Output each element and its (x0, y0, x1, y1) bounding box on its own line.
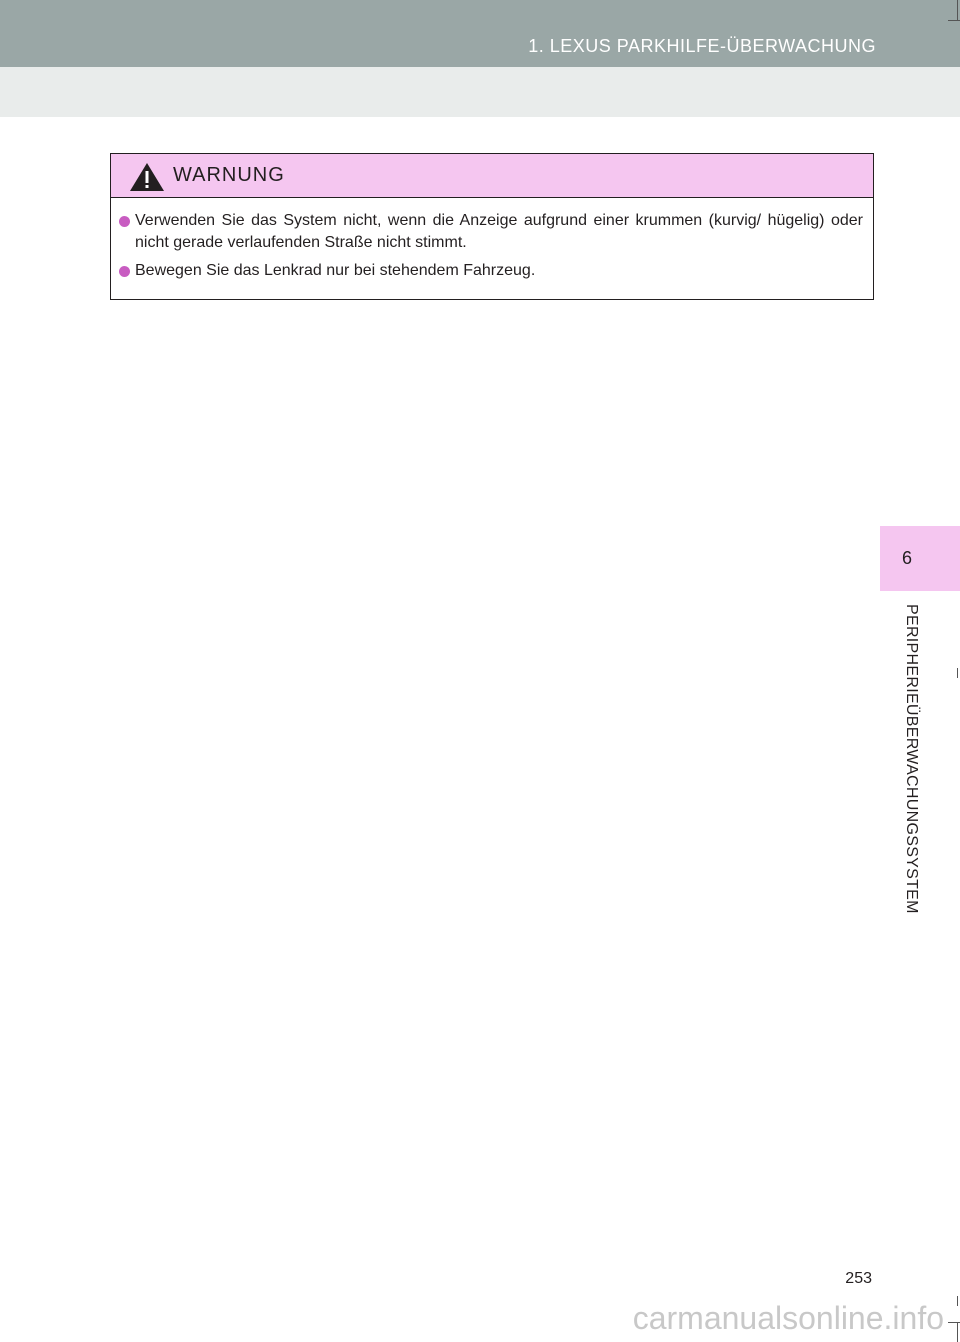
bullet-icon (119, 216, 130, 227)
warning-body (111, 198, 873, 282)
warning-header (111, 154, 873, 198)
warning-item-text: Bewegen Sie das Lenkrad nur bei stehendem Fahrzeug. (135, 262, 536, 279)
chapter-number: 6 (901, 548, 912, 568)
crop-mark (948, 20, 960, 21)
warning-item (119, 260, 863, 282)
crop-mark (957, 0, 958, 20)
crop-mark (957, 668, 958, 678)
watermark: carmanualsonline.info (632, 1300, 944, 1336)
chapter-label: PERIPHERIEÜBERWACHUNGSSYSTEM (903, 604, 920, 914)
warning-triangle-icon (129, 162, 165, 192)
section-title: 1. LEXUS PARKHILFE-ÜBERWACHUNG (528, 36, 876, 56)
page-number: 253 (845, 1270, 872, 1287)
subheader-band (0, 67, 960, 117)
crop-mark (948, 1322, 960, 1323)
warning-title: WARNUNG (173, 164, 285, 186)
crop-mark (957, 1296, 958, 1306)
warning-box (110, 153, 874, 300)
crop-mark (957, 1322, 958, 1342)
warning-item (119, 210, 863, 254)
warning-item-text: Verwenden Sie das System nicht, wenn die Anzeige aufgrund einer krummen (kurvig/ hügelig) oder nicht gerade verlaufenden Straße nicht stimmt. (135, 212, 863, 251)
bullet-icon (119, 266, 130, 277)
chapter-tab (880, 526, 960, 591)
header-band (0, 0, 960, 67)
